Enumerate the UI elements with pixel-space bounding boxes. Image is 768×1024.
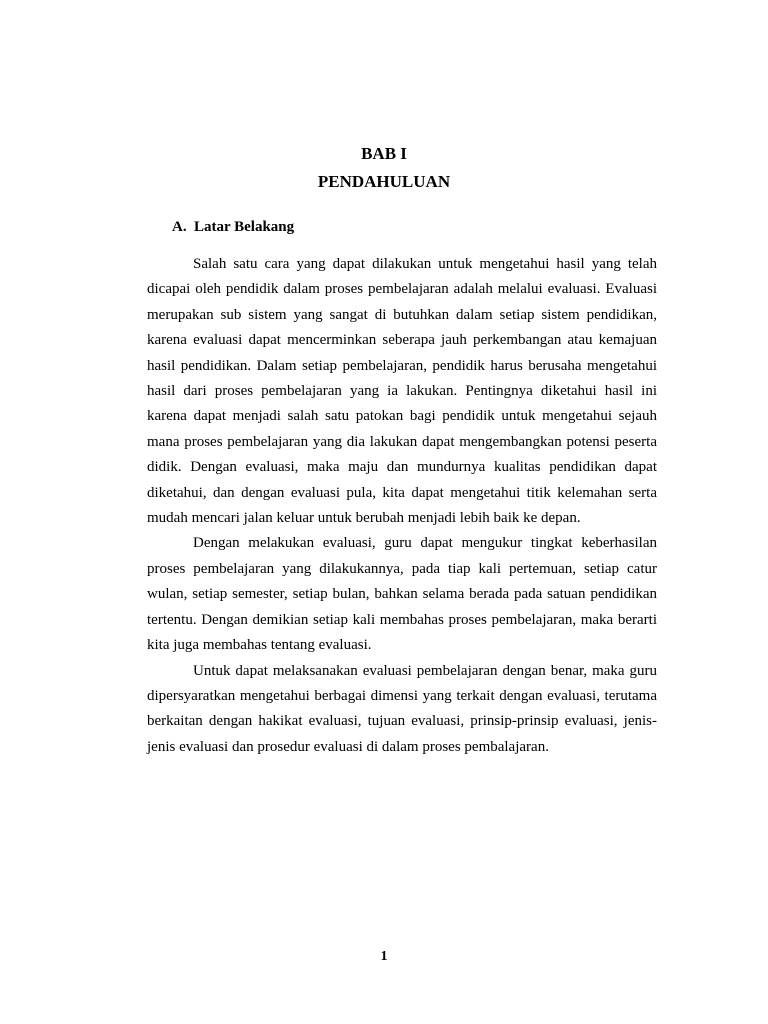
paragraph: Dengan melakukan evaluasi, guru dapat mengukur tingkat keberhasilan proses pembelajaran yang dilakukannya, pada tiap kali pertemuan, setiap catur wulan, setiap semester, setiap bulan, bahkan selama berada pada satuan pendidikan tertentu. Dengan demikian setiap kali membahas proses pembelajaran, maka berarti kita juga membahas tentang evaluasi.: [147, 535, 657, 654]
paragraph: Salah satu cara yang dapat dilakukan untuk mengetahui hasil yang telah dicapai oleh pendidik dalam proses pembelajaran adalah melalui evaluasi. Evaluasi merupakan sub sistem yang sangat di butuhkan dalam setiap sistem pendidikan, karena evaluasi dapat mencerminkan seberapa jauh perkembangan atau kemajuan hasil pendidikan. Dalam setiap pembelajaran, pendidik harus berusaha mengetahui hasil dari proses pembelajaran yang ia lakukan. Pentingnya diketahui hasil ini karena dapat menjadi salah satu patokan bagi pendidik untuk mengetahui sejauh mana proses pembelajaran yang dia lakukan dapat mengembangkan potensi peserta didik. Dengan evaluasi, maka maju dan mundurnya kualitas pendidikan dapat diketahui, dan dengan evaluasi pula, kita dapat mengetahui titik kelemahan serta mudah mencari jalan keluar untuk berubah menjadi lebih baik ke depan.: [147, 256, 657, 527]
chapter-title: PENDAHULUAN: [317, 172, 451, 191]
section-title: Latar Belakang: [194, 219, 295, 235]
paragraph: Untuk dapat melaksanakan evaluasi pembelajaran dengan benar, maka guru dipersyaratkan mengetahui berbagai dimensi yang terkait dengan evaluasi, terutama berkaitan dengan hakikat evaluasi, tujuan evaluasi, prinsip-prinsip evaluasi, jenis-jenis evaluasi dan prosedur evaluasi di dalam proses pembalajaran.: [147, 662, 657, 755]
page-number: 1: [380, 949, 388, 964]
chapter-number: BAB I: [361, 144, 407, 163]
section-marker: A.: [172, 219, 187, 235]
section-heading: [172, 217, 294, 237]
body-text: [147, 252, 657, 760]
